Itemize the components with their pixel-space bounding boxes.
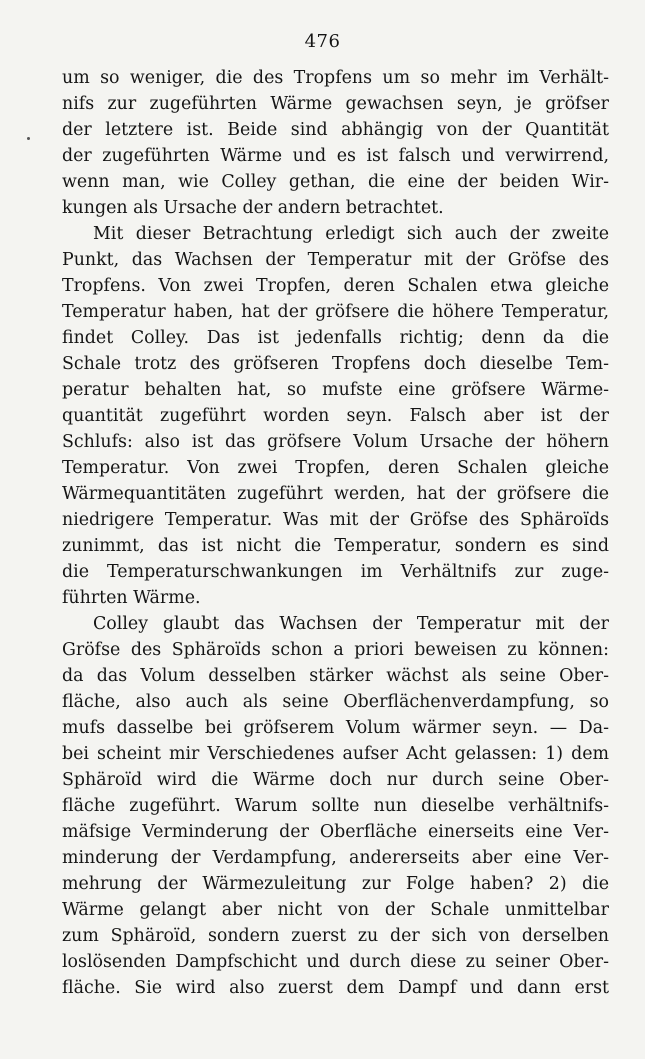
text-line: Colley glaubt das Wachsen der Temperatur mit der (93, 614, 609, 634)
text-line: fläche. Sie wird also zuerst dem Dampf und dann erst (62, 978, 609, 998)
text-line: Temperatur haben, hat der gröfsere die höhere Temperatur, (62, 302, 609, 322)
text-line: führten Wärme. (62, 588, 201, 608)
text-line: Temperatur. Von zwei Tropfen, deren Schalen gleiche (62, 458, 609, 478)
text-line: fläche, also auch als seine Oberflächenverdampfung, so (62, 692, 609, 712)
text-line: minderung der Verdampfung, andererseits aber eine Ver- (62, 848, 609, 868)
text-line: mufs dasselbe bei gröfserem Volum wärmer seyn. — Da- (62, 718, 609, 738)
text-line: quantität zugeführt worden seyn. Falsch aber ist der (62, 406, 609, 426)
text-line: Gröfse des Sphäroïds schon a priori beweisen zu können: (62, 640, 609, 660)
text-line: loslösenden Dampfschicht und durch diese zu seiner Ober- (62, 952, 609, 972)
text-line: zum Sphäroïd, sondern zuerst zu der sich von derselben (62, 926, 609, 946)
text-line: findet Colley. Das ist jedenfalls richtig; denn da die (62, 328, 609, 348)
margin-speck (27, 137, 30, 140)
text-line: Wärme gelangt aber nicht von der Schale unmittelbar (62, 900, 609, 920)
text-line: der zugeführten Wärme und es ist falsch und verwirrend, (62, 146, 609, 166)
text-line: Punkt, das Wachsen der Temperatur mit der Gröfse des (62, 250, 609, 270)
text-line: der letztere ist. Beide sind abhängig von der Quantität (62, 120, 609, 140)
text-line: mäfsige Verminderung der Oberfläche einerseits eine Ver- (62, 822, 609, 842)
text-line: Tropfens. Von zwei Tropfen, deren Schalen etwa gleiche (62, 276, 609, 296)
text-line: da das Volum desselben stärker wächst als seine Ober- (62, 666, 609, 686)
text-line: bei scheint mir Verschiedenes aufser Acht gelassen: 1) dem (62, 744, 609, 764)
text-line: Wärmequantitäten zugeführt werden, hat der gröfsere die (62, 484, 609, 504)
text-line: wenn man, wie Colley gethan, die eine der beiden Wir- (62, 172, 609, 192)
text-line: die Temperaturschwankungen im Verhältnifs zur zuge- (62, 562, 609, 582)
text-line: zunimmt, das ist nicht die Temperatur, sondern es sind (62, 536, 609, 556)
text-line: Sphäroïd wird die Wärme doch nur durch seine Ober- (62, 770, 609, 790)
text-line: um so weniger, die des Tropfens um so mehr im Verhält- (62, 68, 609, 88)
text-line: mehrung der Wärmezuleitung zur Folge haben? 2) die (62, 874, 609, 894)
text-line: peratur behalten hat, so mufste eine gröfsere Wärme- (62, 380, 609, 400)
text-line: Schale trotz des gröfseren Tropfens doch dieselbe Tem- (62, 354, 609, 374)
text-line: niedrigere Temperatur. Was mit der Gröfse des Sphäroïds (62, 510, 609, 530)
text-line: Mit dieser Betrachtung erledigt sich auch der zweite (93, 224, 609, 244)
text-line: nifs zur zugeführten Wärme gewachsen seyn, je gröfser (62, 94, 609, 114)
text-line: kungen als Ursache der andern betrachtet. (62, 198, 444, 218)
page-number: 476 (304, 31, 341, 52)
text-line: fläche zugeführt. Warum sollte nun dieselbe verhältnifs- (62, 796, 609, 816)
text-line: Schlufs: also ist das gröfsere Volum Ursache der höhern (62, 432, 609, 452)
